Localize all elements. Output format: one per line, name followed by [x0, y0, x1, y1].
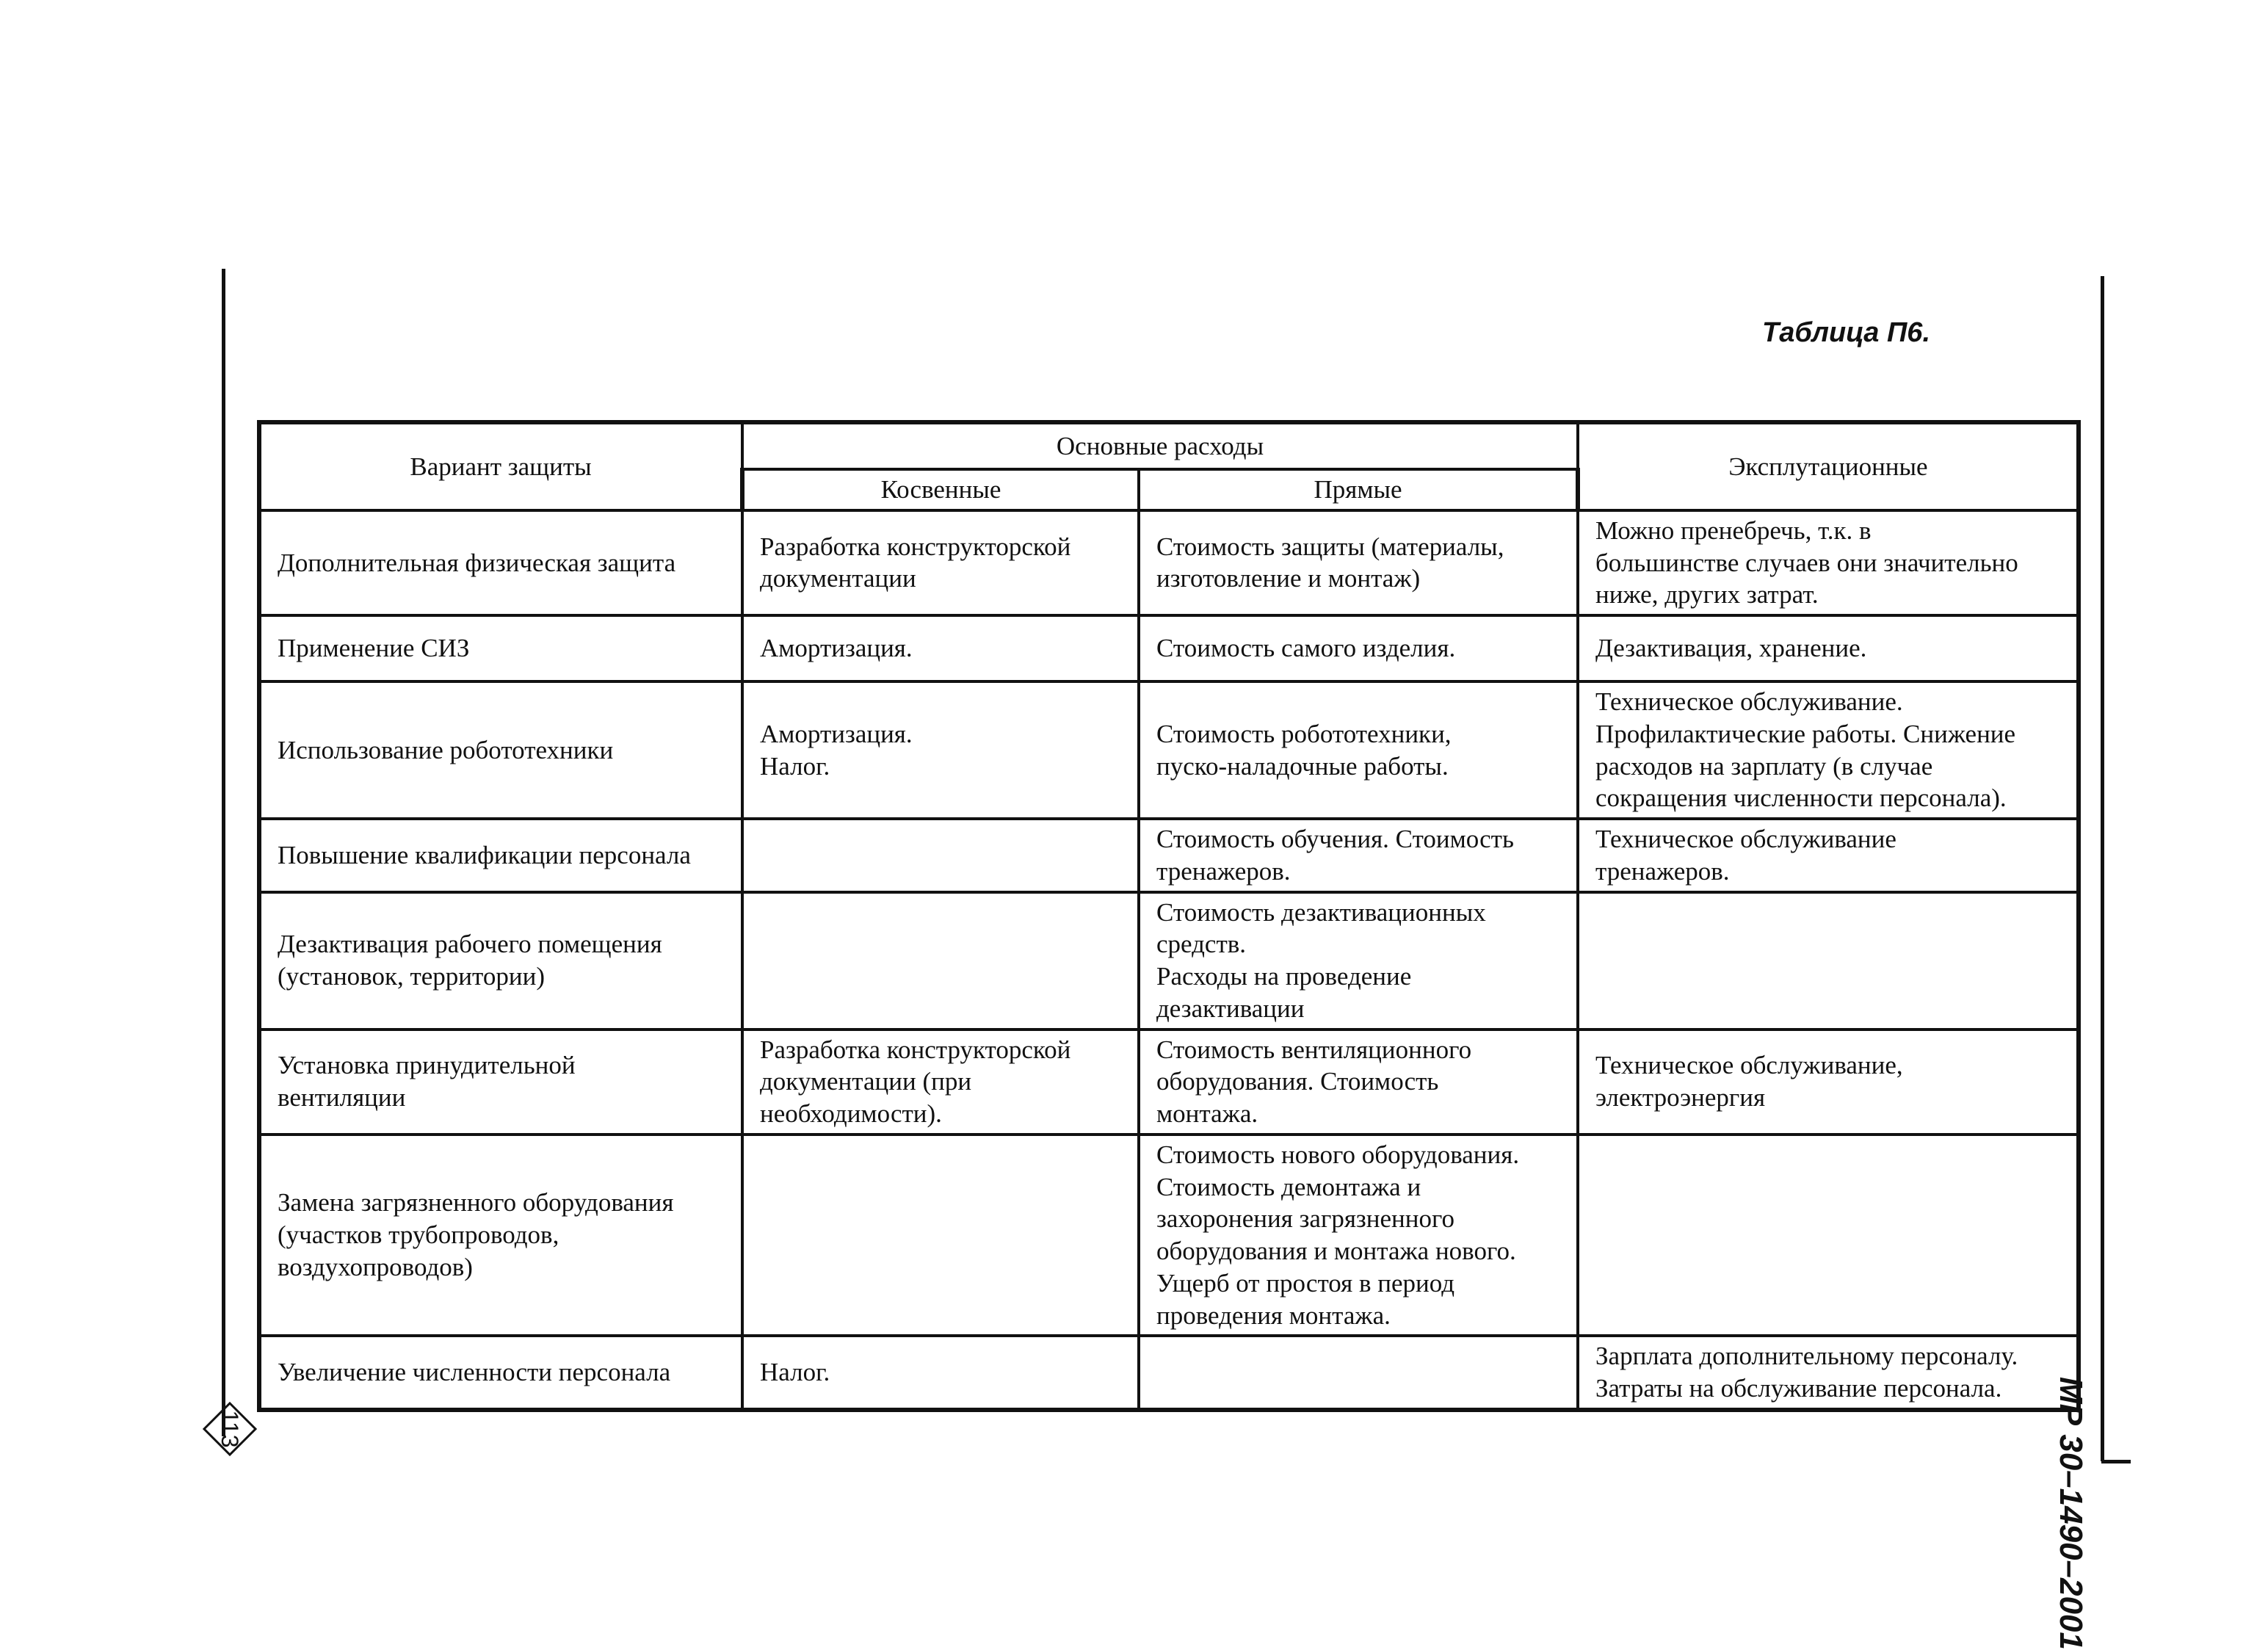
- table-row: [259, 681, 2079, 819]
- cell-operational: [1578, 1135, 2079, 1336]
- cell-text: Зарплата дополнительному персоналу. Затраты на обслуживание персонала.: [1595, 1342, 2018, 1403]
- cell-indirect: [742, 1336, 1139, 1410]
- cell-text: Дополнительная физическая защита: [278, 548, 676, 577]
- cell-variant: [259, 1030, 742, 1135]
- cell-text: Увеличение численности персонала: [278, 1358, 671, 1387]
- table-row: [259, 510, 2079, 615]
- header-operational: Эксплутационные: [1578, 422, 2079, 510]
- cell-text: Стоимость нового оборудования. Стоимость демонтажа и захоронения загрязненного оборудования и монтажа нового. Ущерб от простоя в период проведения монтажа.: [1156, 1140, 1520, 1330]
- cell-operational: [1578, 819, 2079, 892]
- cell-operational: [1578, 892, 2079, 1030]
- cell-variant: [259, 819, 742, 892]
- cell-direct: [1139, 681, 1578, 819]
- cell-text: Амортизация. Налог.: [760, 719, 913, 781]
- document-code: МР 30–1490–2001: [2053, 1377, 2089, 1650]
- cell-variant: [259, 1336, 742, 1410]
- cell-text: Амортизация.: [760, 634, 913, 663]
- cell-text: Повышение квалификации персонала: [278, 840, 691, 869]
- cell-text: Стоимость робототехники, пуско-наладочные работы.: [1156, 719, 1452, 781]
- cell-text: Использование робототехники: [278, 735, 614, 764]
- cell-variant: [259, 681, 742, 819]
- cell-indirect: [742, 510, 1139, 615]
- costs-table: [257, 420, 2081, 1412]
- cell-direct: [1139, 1030, 1578, 1135]
- cell-text: Применение СИЗ: [278, 634, 470, 663]
- cell-operational: [1578, 615, 2079, 681]
- cell-text: Техническое обслуживание тренажеров.: [1595, 825, 1896, 886]
- cell-operational: [1578, 510, 2079, 615]
- left-margin-rule: [222, 269, 225, 1436]
- cell-text: Дезактивация рабочего помещения (установок, территории): [278, 930, 662, 991]
- cell-direct: [1139, 892, 1578, 1030]
- header-direct: Прямые: [1139, 469, 1578, 510]
- right-margin-rule: [2101, 276, 2104, 1461]
- header-main-costs: Основные расходы: [742, 422, 1578, 469]
- cell-operational: [1578, 1030, 2079, 1135]
- cell-text: Стоимость вентиляционного оборудования. Стоимость монтажа.: [1156, 1035, 1472, 1128]
- cell-operational: [1578, 681, 2079, 819]
- cell-variant: [259, 1135, 742, 1336]
- cell-indirect: [742, 892, 1139, 1030]
- table-row: [259, 1030, 2079, 1135]
- cell-variant: [259, 510, 742, 615]
- header-variant: Вариант защиты: [259, 422, 742, 510]
- table-row: [259, 892, 2079, 1030]
- table-row: [259, 819, 2079, 892]
- document-code-underline: [2101, 1460, 2131, 1463]
- header-indirect: Косвенные: [742, 469, 1139, 510]
- cell-direct: [1139, 819, 1578, 892]
- cell-direct: [1139, 1135, 1578, 1336]
- cell-text: Налог.: [760, 1358, 830, 1387]
- cell-text: Стоимость защиты (материалы, изготовление и монтаж): [1156, 532, 1504, 593]
- cell-direct: [1139, 615, 1578, 681]
- cell-text: Замена загрязненного оборудования (участков трубопроводов, воздухопроводов): [278, 1188, 674, 1281]
- cell-text: Разработка конструкторской документации: [760, 532, 1071, 593]
- cell-text: Установка принудительной вентиляции: [278, 1051, 576, 1112]
- cell-text: Разработка конструкторской документации (при необходимости).: [760, 1035, 1071, 1128]
- cell-variant: [259, 615, 742, 681]
- cell-text: Техническое обслуживание. Профилактические работы. Снижение расходов на зарплату (в случае сокращения численности персонала).: [1595, 687, 2016, 813]
- table-row: [259, 615, 2079, 681]
- table-caption: Таблица П6.: [1762, 317, 1930, 348]
- cell-indirect: [742, 819, 1139, 892]
- cell-indirect: [742, 681, 1139, 819]
- cell-text: Стоимость самого изделия.: [1156, 634, 1456, 663]
- cell-text: Можно пренебречь, т.к. в большинстве случаев они значительно ниже, других затрат.: [1595, 515, 2018, 609]
- cell-operational: [1578, 1336, 2079, 1410]
- page-number-badge: [202, 1401, 258, 1457]
- page-number: 113: [217, 1410, 244, 1448]
- cell-direct: [1139, 510, 1578, 615]
- cell-text: Стоимость обучения. Стоимость тренажеров.: [1156, 825, 1514, 886]
- cell-indirect: [742, 1030, 1139, 1135]
- cell-text: Стоимость дезактивационных средств. Расходы на проведение дезактивации: [1156, 897, 1486, 1023]
- cell-indirect: [742, 615, 1139, 681]
- table-row: [259, 1336, 2079, 1410]
- table-row: [259, 1135, 2079, 1336]
- cell-variant: [259, 892, 742, 1030]
- cell-text: Дезактивация, хранение.: [1595, 634, 1867, 663]
- cell-indirect: [742, 1135, 1139, 1336]
- cell-text: Техническое обслуживание, электроэнергия: [1595, 1051, 1903, 1112]
- cell-direct: [1139, 1336, 1578, 1410]
